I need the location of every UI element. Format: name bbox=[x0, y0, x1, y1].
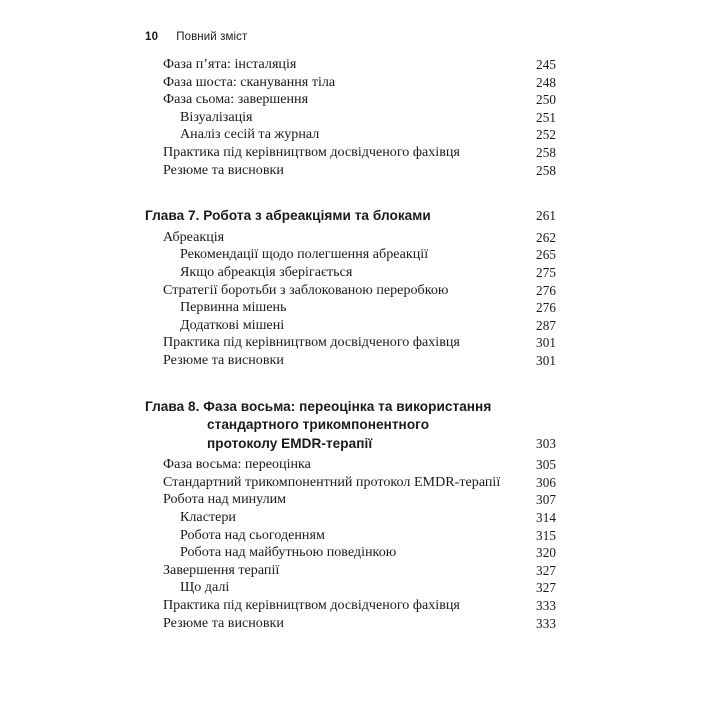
toc-entry-page-number: 307 bbox=[536, 492, 557, 508]
toc-entry[interactable] bbox=[0, 282, 720, 300]
toc-entry-label: Резюме та висновки bbox=[163, 161, 284, 178]
toc-entry[interactable] bbox=[0, 264, 720, 282]
toc-entry[interactable] bbox=[0, 162, 720, 180]
toc-entry-page-number: 245 bbox=[536, 57, 557, 72]
toc-entry[interactable] bbox=[0, 456, 720, 474]
toc-entry-label: Що далі bbox=[180, 579, 230, 596]
toc-entry-label: Практика під керівництвом досвідченого фахівця bbox=[163, 143, 460, 160]
toc-entry[interactable] bbox=[0, 352, 720, 370]
toc-entry-label: Рекомендації щодо полегшення абреакції bbox=[180, 246, 429, 263]
toc-entry-label: Стратегії боротьби з заблокованою переробкою bbox=[163, 281, 449, 298]
toc-entry[interactable] bbox=[0, 246, 720, 264]
toc-chapter-heading-text: Глава 8. Фаза восьма: переоцінка та використання bbox=[145, 398, 492, 414]
toc-entry-page-number: 275 bbox=[536, 264, 557, 280]
toc-entry-page-number: 287 bbox=[536, 317, 557, 333]
toc-entry-label: Додаткові мішені bbox=[180, 316, 285, 333]
toc-entry-page-number: 301 bbox=[536, 352, 557, 368]
toc-entry-label: Резюме та висновки bbox=[163, 614, 284, 631]
toc-entry-label: Робота над сьогоденням bbox=[180, 526, 325, 543]
toc-entry-page-number: 301 bbox=[536, 335, 557, 351]
toc-entry-page-number: 333 bbox=[536, 598, 557, 614]
table-of-contents bbox=[0, 56, 720, 632]
chapter-spacer bbox=[0, 179, 720, 207]
toc-entry-label: Резюме та висновки bbox=[163, 351, 284, 368]
toc-entry[interactable] bbox=[0, 615, 720, 633]
toc-entry-page-number: 251 bbox=[536, 109, 557, 125]
toc-chapter-heading-line bbox=[0, 207, 720, 226]
toc-entry-page-number: 276 bbox=[536, 282, 557, 298]
toc-entry-page-number: 265 bbox=[536, 247, 557, 263]
toc-entry-label: Аналіз сесій та журнал bbox=[180, 126, 320, 143]
toc-entry[interactable] bbox=[0, 527, 720, 545]
toc-entry[interactable] bbox=[0, 474, 720, 492]
toc-chapter-heading-text: протоколу EMDR-терапії bbox=[207, 435, 373, 451]
toc-entry-label: Робота над майбутньою поведінкою bbox=[180, 544, 397, 561]
running-header bbox=[145, 31, 247, 43]
toc-chapter-heading-text: стандартного трикомпонентного bbox=[207, 417, 430, 433]
toc-chapter-heading-text: Глава 7. Робота з абреакціями та блоками bbox=[145, 208, 431, 224]
toc-entry-label: Кластери bbox=[180, 509, 236, 526]
toc-entry-label: Практика під керівництвом досвідченого фахівця bbox=[163, 334, 460, 351]
toc-entry[interactable] bbox=[0, 491, 720, 509]
toc-entry-page-number: 315 bbox=[536, 527, 557, 543]
toc-entry-page-number: 248 bbox=[536, 74, 557, 90]
toc-chapter-heading[interactable] bbox=[0, 398, 720, 454]
toc-entry[interactable] bbox=[0, 579, 720, 597]
toc-entry[interactable] bbox=[0, 562, 720, 580]
toc-entry-page-number: 258 bbox=[536, 162, 557, 178]
toc-entry-page-number: 320 bbox=[536, 545, 557, 561]
toc-entry-page-number: 250 bbox=[536, 92, 557, 108]
toc-entry-page-number: 314 bbox=[536, 510, 557, 526]
toc-entry[interactable] bbox=[0, 334, 720, 352]
toc-chapter-heading-line bbox=[0, 416, 720, 435]
toc-chapter-heading-line bbox=[0, 398, 720, 417]
toc-entry-label: Робота над минулим bbox=[163, 491, 287, 508]
toc-entry[interactable] bbox=[0, 317, 720, 335]
toc-entry[interactable] bbox=[0, 126, 720, 144]
toc-entry-label: Завершення терапії bbox=[163, 561, 280, 578]
toc-entry-label: Стандартний трикомпонентний протокол EMDR-терапії bbox=[163, 473, 501, 490]
toc-chapter-heading[interactable] bbox=[0, 207, 720, 226]
toc-entry-page-number: 276 bbox=[536, 300, 557, 316]
toc-entry-label: Практика під керівництвом досвідченого фахівця bbox=[163, 597, 460, 614]
toc-entry-page-number: 327 bbox=[536, 580, 557, 596]
toc-entry[interactable] bbox=[0, 144, 720, 162]
toc-entry[interactable] bbox=[0, 109, 720, 127]
toc-entry-page-number: 306 bbox=[536, 474, 557, 490]
toc-entry[interactable] bbox=[0, 544, 720, 562]
toc-entry-label: Абреакція bbox=[163, 228, 225, 245]
toc-chapter-page-number: 303 bbox=[536, 435, 557, 451]
toc-entry[interactable] bbox=[0, 91, 720, 109]
toc-entry[interactable] bbox=[0, 74, 720, 92]
toc-entry-label: Фаза п’ята: інсталяція bbox=[163, 56, 297, 72]
toc-entry-page-number: 258 bbox=[536, 144, 557, 160]
running-header-title: Повний зміст bbox=[176, 31, 248, 43]
toc-entry-label: Візуалізація bbox=[180, 108, 253, 125]
toc-entry-label: Фаза сьома: завершення bbox=[163, 91, 309, 108]
toc-entry-label: Фаза восьма: переоцінка bbox=[163, 456, 311, 473]
toc-entry[interactable] bbox=[0, 299, 720, 317]
toc-entry-page-number: 333 bbox=[536, 615, 557, 631]
toc-entry[interactable] bbox=[0, 597, 720, 615]
toc-chapter-page-number: 261 bbox=[536, 208, 557, 224]
toc-entry[interactable] bbox=[0, 229, 720, 247]
toc-entry-page-number: 327 bbox=[536, 562, 557, 578]
toc-entry[interactable] bbox=[0, 509, 720, 527]
toc-entry-page-number: 252 bbox=[536, 127, 557, 143]
toc-entry-page-number: 305 bbox=[536, 457, 557, 473]
chapter-spacer bbox=[0, 370, 720, 398]
toc-entry-label: Первинна мішень bbox=[180, 299, 287, 316]
toc-entry-label: Якщо абреакція зберігається bbox=[180, 263, 353, 280]
toc-chapter-heading-line bbox=[0, 435, 720, 454]
page-folio-number: 10 bbox=[145, 31, 159, 43]
toc-entry-label: Фаза шоста: сканування тіла bbox=[163, 73, 336, 90]
toc-entry[interactable] bbox=[0, 56, 720, 74]
toc-entry-page-number: 262 bbox=[536, 229, 557, 245]
